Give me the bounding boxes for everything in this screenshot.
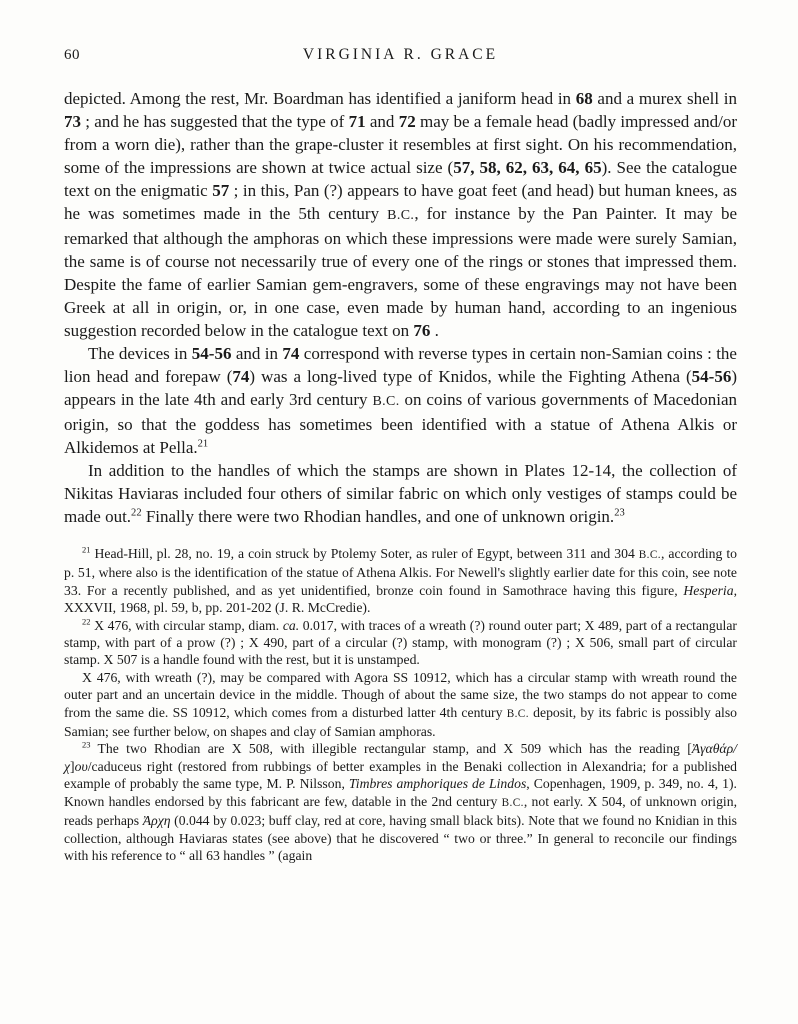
- page-number: 60: [64, 47, 80, 63]
- footnote-22: $^{22}$ X 476, with circular stamp, diam. ca. 0.017, with traces of a wreath (?) round outer part; X 489, part of a rectangular stamp, with part of a prow (?) ; X 490, part of a circular (?) stamp, with monogram (?) ; X 506, small part of circular stamp. X 507 is a handle found with the rest, but it is unstamped.: [64, 616, 737, 668]
- body-paragraph: depicted. Among the rest, Mr. Boardman has identified a janiform head in 68 and a murex shell in 73 ; and he has suggested that the type of 71 and 72 may be a female head (badly impressed and/or from a worn die), rather than the grape-cluster it resembles at first sight. On his recommendation, some of the impressions are shown at twice actual size (57, 58, 62, 63, 64, 65). See the catalogue text on the enigmatic 57 ; in this, Pan (?) appears to have goat feet (and head) but human knees, as he was sometimes made in the 5th century B.C., for instance by the Pan Painter. It may be remarked that although the amphoras on which these impressions were made were surely Samian, the same is of course not necessarily true of every one of the rings or stones that impressed them. Despite the fame of earlier Samian gem-engravers, some of these engravings may not have been Greek at all in origin, or, in one case, even made by human hand, according to an ingenious suggestion recorded below in the catalogue text on 76 .: [64, 89, 738, 340]
- page-header: [64, 46, 737, 66]
- footnote-21: $^{21}$ Head-Hill, pl. 28, no. 19, a coin struck by Ptolemy Soter, as ruler of Egypt, between 311 and 304 B.C., according to p. 51, where also is the identification of the statue of Athena Alkis. For Newell's slightly earlier date for this coin, see note 33. For a recently published, and as yet unidentified, bronze coin found in Samothrace having this figure, Hesperia, XXXVII, 1968, pl. 59, b, pp. 201-202 (J. R. McCredie).: [64, 544, 737, 616]
- body-text: [64, 87, 737, 528]
- body-paragraph: In addition to the handles of which the stamps are shown in Plates 12-14, the collection of Nikitas Haviaras included four others of similar fabric on which only vestiges of stamps could be made out.$^{22}$ Finally there were two Rhodian handles, and one of unknown origin.$^{23}$: [64, 461, 737, 526]
- footnote-22-continuation: X 476, with wreath (?), may be compared with Agora SS 10912, which has a circular stamp with wreath round the outer part and an uncertain device in the middle. Though of about the same size, the two stamps do not appear to come from the same die. SS 10912, which comes from a disturbed latter 4th century B.C. deposit, by its fabric is possibly also Samian; see further below, on shapes and clay of Samian amphoras.: [64, 669, 737, 740]
- footnote-23: $^{23}$ The two Rhodian are X 508, with illegible rectangular stamp, and X 509 which has the reading [Ἀγαθάρ/χ]ου/caduceus right (restored from rubbings of better examples in the Benaki collection in Alexandria; for a published example of probably the same type, M. P. Nilsson, Timbres amphoriques de Lindos, Copenhagen, 1909, p. 349, no. 4, 1). Known handles endorsed by this fabricant are few, datable in the 2nd century B.C., not early. X 504, of unknown origin, reads perhaps Ἀρχη (0.044 by 0.023; buff clay, red at core, having small black bits). Note that we found no Knidian in this collection, although Haviaras states (see above) that he discovered “ two or three.” In general to reconcile our findings with his reference to “ all 63 handles ” (again: [64, 739, 738, 863]
- body-paragraph: The devices in 54-56 and in 74 correspond with reverse types in certain non-Samian coins : the lion head and forepaw (74) was a long-lived type of Knidos, while the Fighting Athena (54-56) appears in the late 4th and early 3rd century B.C. on coins of various governments of Macedonian origin, so that the goddess has sometimes been identified with a statue of Athena Alkis or Alkidemos at Pella.$^{21}$: [64, 344, 737, 457]
- footnotes-section: [64, 545, 737, 864]
- running-head: VIRGINIA R. GRACE: [302, 46, 499, 63]
